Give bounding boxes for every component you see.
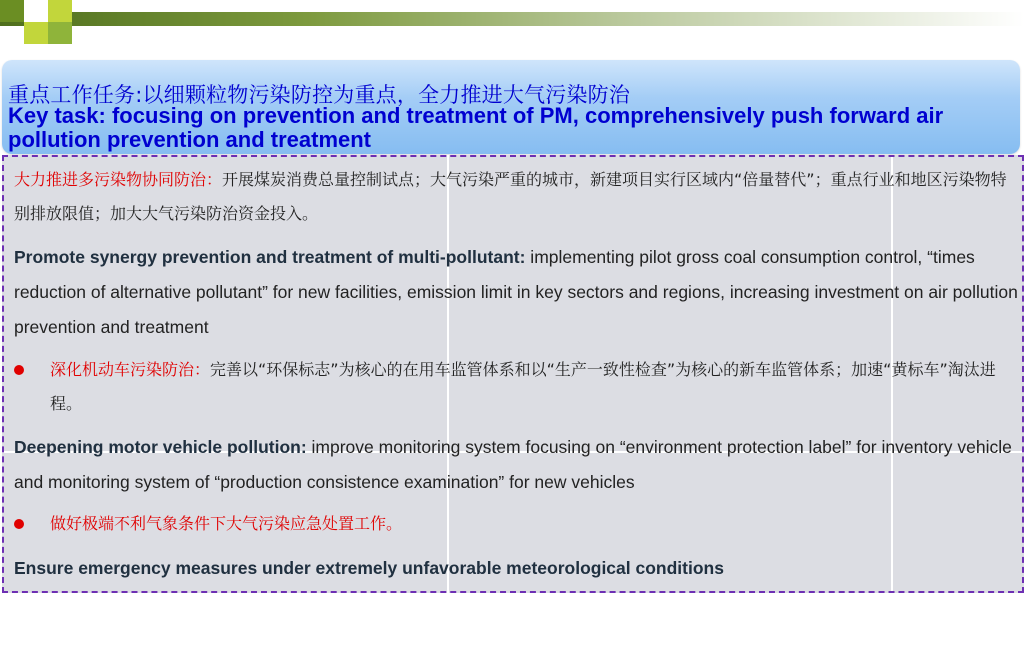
item-1-en-lead: Promote synergy prevention and treatment of multi-pollutant: (14, 247, 526, 267)
item-1-cn-lead: 大力推进多污染物协同防治： (14, 170, 223, 189)
item-3-chinese (14, 507, 1018, 541)
item-2-english (14, 430, 1018, 500)
decor-square (24, 0, 48, 22)
decor-square (48, 0, 72, 22)
decor-square (48, 22, 72, 44)
bullet-icon (14, 519, 24, 529)
item-1-en-body: implementing pilot gross coal consumption control, “times reduction of alternative pollutant” for new facilities, emission limit in key sectors and regions, increasing investment on air pollution prevention and treatment (14, 247, 1018, 337)
item-1-english (14, 240, 1018, 345)
bullet-icon (14, 365, 24, 375)
content-box (2, 155, 1024, 593)
item-2-en-lead: Deepening motor vehicle pollution: (14, 437, 307, 457)
decor-square (24, 22, 48, 44)
item-2-chinese (14, 353, 1018, 421)
decor-square (0, 0, 24, 22)
item-2-cn-body: 完善以“环保标志”为核心的在用车监管体系和以“生产一致性检查”为核心的新车监管体系；加速“黄标车”淘汰进程。 (50, 360, 996, 413)
top-decor-band (0, 12, 1024, 26)
item-3-en-lead: Ensure emergency measures under extremely unfavorable meteorological conditions (14, 558, 724, 578)
title-chinese: 重点工作任务:以细颗粒物污染防控为重点，全力推进大气污染防治 (8, 83, 631, 107)
item-3-cn-lead: 做好极端不利气象条件下大气污染应急处置工作。 (50, 514, 403, 533)
item-3-english (14, 551, 1018, 586)
title-english: Key task: focusing on prevention and treatment of PM, comprehensively push forward air pollution prevention and treatment (8, 103, 944, 152)
item-2-en-body: improve monitoring system focusing on “environment protection label” for inventory vehicle and monitoring system of “production consistence examination” for new vehicles (14, 437, 1012, 492)
item-1-chinese (14, 163, 1018, 231)
item-1-cn-body: 开展煤炭消费总量控制试点；大气污染严重的城市，新建项目实行区域内“倍量替代”；重点行业和地区污染物特别排放限值；加大大气污染防治资金投入。 (14, 170, 1007, 223)
item-2-cn-lead: 深化机动车污染防治： (50, 360, 211, 379)
